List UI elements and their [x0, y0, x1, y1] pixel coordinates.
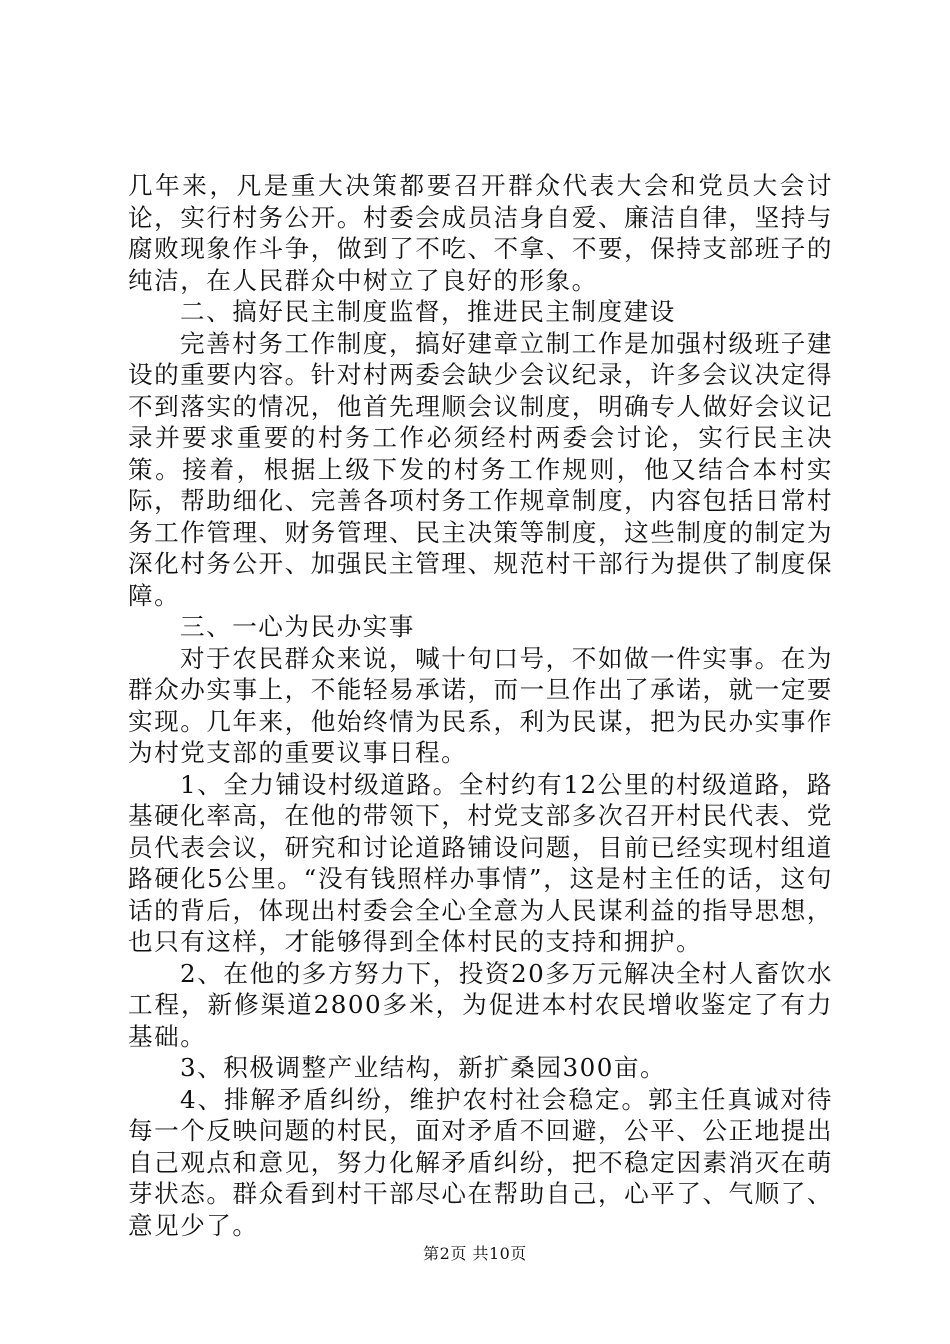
document-body	[128, 170, 833, 1241]
list-item-industry: 3、积极调整产业结构，新扩桑园300亩。	[180, 1053, 667, 1082]
paragraph-continuation: 几年来，凡是重大决策都要召开群众代表大会和党员大会讨论，实行村务公开。村委会成员洁身自爱、廉洁自律，坚持与腐败现象作斗争，做到了不吃、不拿、不要，保持支部班子的纯洁，在人民群众中树立了良好的形象。	[128, 171, 833, 295]
paragraph-work-system: 完善村务工作制度，搞好建章立制工作是加强村级班子建设的重要内容。针对村两委会缺少会议纪录，许多会议决定得不到落实的情况，他首先理顺会议制度，明确专人做好会议记录并要求重要的村务工作必须经村两委会讨论，实行民主决策。接着，根据上级下发的村务工作规则，他又结合本村实际，帮助细化、完善各项村务工作规章制度，内容包括日常村务工作管理、财务管理、民主决策等制度，这些制度的制定为深化村务公开、加强民主管理、规范村干部行为提供了制度保障。	[128, 328, 833, 610]
page-footer: 第2页 共10页	[423, 1244, 527, 1263]
list-item-disputes: 4、排解矛盾纠纷，维护农村社会稳定。郭主任真诚对待每一个反映问题的村民，面对矛盾不回避，公平、公正地提出自己观点和意见，努力化解矛盾纠纷，把不稳定因素消灭在萌芽状态。群众看到村干部尽心在帮助自己，心平了、气顺了、意见少了。	[128, 1084, 833, 1240]
paragraph-practical-matters: 对于农民群众来说，喊十句口号，不如做一件实事。在为群众办实事上，不能轻易承诺，而一旦作出了承诺，就一定要实现。几年来，他始终情为民系，利为民谋，把为民办实事作为村党支部的重要议事日程。	[128, 643, 833, 767]
list-item-water: 2、在他的多方努力下，投资20多万元解决全村人畜饮水工程，新修渠道2800多米，为促进本村农民增收鉴定了有力基础。	[128, 958, 833, 1051]
section-heading-democratic-system: 二、搞好民主制度监督，推进民主制度建设	[180, 297, 676, 326]
list-item-roads: 1、全力铺设村级道路。全村约有12公里的村级道路，路基硬化率高，在他的带领下，村党支部多次召开村民代表、党员代表会议，研究和讨论道路铺设问题，目前已经实现村组道路硬化5公里。“没有钱照样办事情”，这是村主任的话，这句话的背后，体现出村委会全心全意为人民谋利益的指导思想，也只有这样，才能够得到全体村民的支持和拥护。	[128, 769, 833, 956]
section-heading-practical-matters: 三、一心为民办实事	[180, 612, 415, 641]
